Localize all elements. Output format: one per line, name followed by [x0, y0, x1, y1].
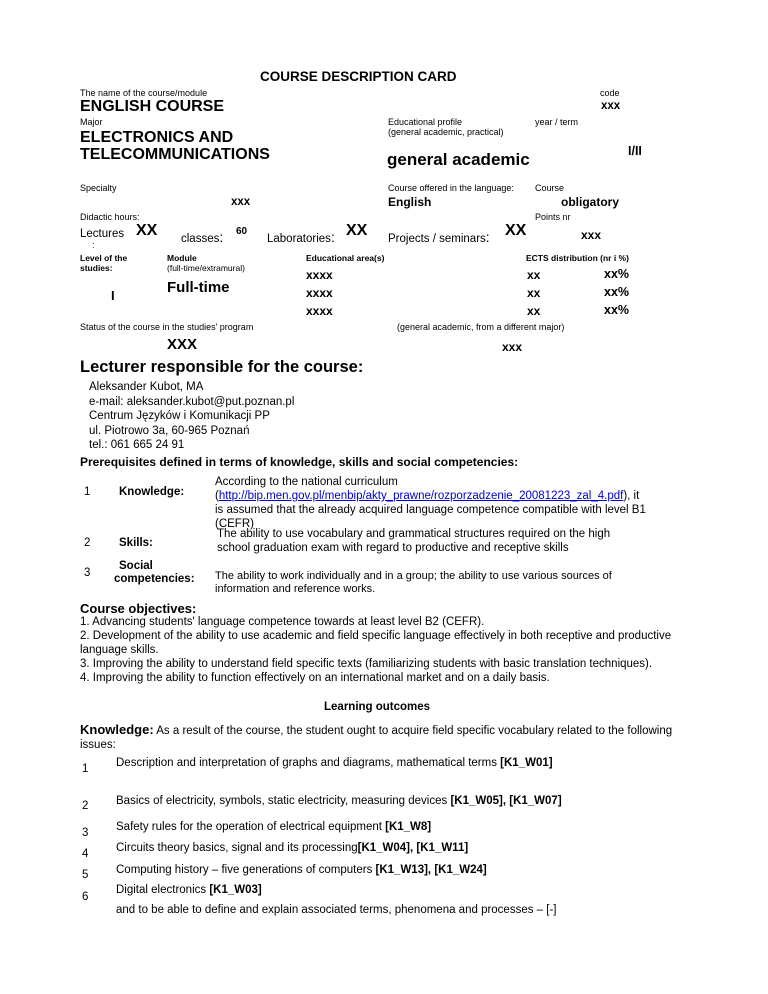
- classes-value: 60: [236, 226, 248, 237]
- outcome-item-1: [116, 757, 553, 769]
- objectives-heading: Course objectives:: [80, 601, 197, 616]
- code-value: xxx: [601, 100, 621, 112]
- laboratories-label-text: Laboratories: [267, 233, 331, 245]
- major-value-1: ELECTRONICS AND: [80, 129, 234, 146]
- prereq-knowledge-after-link: ), it: [623, 490, 640, 502]
- outcome-num-4: 4: [82, 848, 89, 860]
- course-name-label: The name of the course/module: [80, 88, 208, 98]
- edu-profile-label-2: (general academic, practical): [388, 127, 504, 137]
- objective-2: 2. Development of the ability to use academic and field specific language effectively in both receptive and productive language skills.: [80, 630, 672, 656]
- language-value: English: [388, 195, 432, 209]
- module-label-1: Module: [167, 253, 197, 263]
- outcome-item-6: [116, 884, 262, 896]
- prereq-text-skills: The ability to use vocabulary and grammatical structures required on the high school graduation exam with regard to productive and receptive skills: [217, 528, 611, 554]
- prereq-label-social-2: competencies:: [114, 573, 195, 585]
- outcome-code-5: [K1_W13], [K1_W24]: [375, 864, 487, 876]
- level-label-1: Level of the: [80, 253, 128, 263]
- outcomes-heading: Learning outcomes: [324, 701, 431, 713]
- prerequisites-heading: Prerequisites defined in terms of knowledge, skills and social competencies:: [80, 455, 519, 469]
- objectives-list: [80, 615, 680, 685]
- outcome-num-3: 3: [82, 827, 89, 839]
- outcome-text-6: Digital electronics: [116, 884, 210, 896]
- code-label: code: [600, 88, 620, 98]
- prereq-label-social-1: Social: [119, 560, 153, 572]
- outcome-text-5: Computing history – five generations of computers: [116, 864, 376, 876]
- points-value: xxx: [581, 228, 602, 242]
- lecturer-email[interactable]: aleksander.kubot@put.poznan.pl: [126, 395, 295, 408]
- edu-profile-label-1: Educational profile: [388, 117, 463, 127]
- ects-pct-1: xx%: [604, 267, 630, 281]
- level-value: I: [111, 288, 115, 303]
- outcome-text-1: Description and interpretation of graphs and diagrams, mathematical terms: [116, 757, 501, 769]
- course-language-label: Course offered in the language:: [388, 183, 514, 193]
- page-title: COURSE DESCRIPTION CARD: [260, 69, 457, 84]
- status-label: Status of the course in the studies' program: [80, 322, 254, 332]
- prereq-text-knowledge: According to the national curriculum (http://bip.men.gov.pl/menbip/akty_prawne/rozporzadzenie_20081223_zal_4.pdf), it is assumed that the already acquired language competence compatible with level B1 (CEFR): [215, 476, 646, 530]
- projects-colon: :: [485, 229, 490, 245]
- outcome-num-1: 1: [82, 763, 89, 775]
- ects-value-2: xx: [527, 286, 541, 300]
- major-label: Major: [80, 117, 103, 127]
- module-value: Full-time: [167, 279, 230, 296]
- projects-value: XX: [505, 222, 527, 239]
- lecturer-address: ul. Piotrowo 3a, 60-965 Poznań: [89, 424, 250, 437]
- level-label-2: studies:: [80, 263, 113, 273]
- year-term-label: year / term: [535, 117, 579, 127]
- ects-value-1: xx: [527, 268, 541, 282]
- outcome-text-2: Basics of electricity, symbols, static electricity, measuring devices: [116, 795, 451, 807]
- lectures-colon: :: [92, 240, 95, 250]
- area-value-2: xxxx: [306, 286, 333, 300]
- lectures-label: Lectures: [80, 228, 125, 240]
- prereq-num-2: 2: [84, 537, 91, 549]
- specialty-value: xxx: [231, 196, 251, 208]
- course-name-value: ENGLISH COURSE: [80, 98, 225, 115]
- lecturer-institution: Centrum Języków i Komunikacji PP: [89, 410, 270, 422]
- course-value: obligatory: [561, 195, 620, 209]
- general-diff-value: xxx: [502, 340, 523, 354]
- lecturer-email-label: e-mail:: [89, 395, 127, 408]
- outcomes-knowledge-label: Knowledge:: [80, 722, 154, 737]
- points-nr-label: Points nr: [535, 212, 571, 222]
- area-value-1: xxxx: [306, 268, 333, 282]
- prereq-knowledge-rest: is assumed that the already acquired language competence compatible with level B1 (CEFR): [215, 504, 646, 530]
- objective-3: 3. Improving the ability to understand field specific texts (familiarizing students with basic translation techniques).: [80, 658, 653, 670]
- didactic-hours-label: Didactic hours:: [80, 212, 140, 222]
- outcome-code-3: [K1_W8]: [385, 821, 432, 833]
- year-term-value: I/II: [628, 144, 642, 158]
- outcome-code-4: [K1_W04], [K1_W11]: [357, 842, 469, 854]
- lecturer-tel: tel.: 061 665 24 91: [89, 439, 185, 451]
- edu-profile-value: general academic: [387, 150, 530, 169]
- prereq-label-skills: Skills:: [119, 537, 153, 549]
- ects-pct-3: xx%: [604, 303, 630, 317]
- outcome-num-5: 5: [82, 869, 89, 881]
- laboratories-label: [267, 229, 335, 245]
- status-value: XXX: [167, 336, 198, 353]
- outcome-code-2: [K1_W05], [K1_W07]: [450, 795, 562, 807]
- prereq-label-knowledge: Knowledge:: [119, 486, 185, 498]
- projects-label: [388, 229, 490, 245]
- outcome-item-5: [116, 864, 487, 876]
- lecturer-info: [89, 380, 294, 453]
- curriculum-link[interactable]: http://bip.men.gov.pl/menbip/akty_prawne/rozporzadzenie_20081223_zal_4.pdf: [218, 490, 624, 502]
- outcome-code-6: [K1_W03]: [209, 884, 262, 896]
- specialty-label: Specialty: [80, 183, 117, 193]
- outcomes-knowledge-intro: [80, 723, 680, 752]
- lecturer-heading: Lecturer responsible for the course:: [80, 358, 364, 376]
- course-label: Course: [535, 183, 565, 193]
- major-value-2: TELECOMMUNICATIONS: [80, 146, 270, 163]
- laboratories-colon: :: [330, 229, 335, 245]
- outcomes-footer: and to be able to define and explain associated terms, phenomena and processes – [-]: [116, 904, 557, 916]
- projects-label-text: Projects / seminars: [388, 233, 486, 245]
- outcome-num-6: 6: [82, 891, 89, 903]
- outcome-item-4: [116, 842, 468, 854]
- outcomes-knowledge-text: As a result of the course, the student ought to acquire field specific vocabulary related to the following issues:: [80, 725, 673, 751]
- classes-colon: :: [219, 229, 224, 245]
- outcome-item-2: [116, 795, 562, 807]
- classes-label: [181, 229, 223, 245]
- outcome-num-2: 2: [82, 800, 89, 812]
- objective-1: 1. Advancing students' language competence towards at least level B2 (CEFR).: [80, 616, 485, 628]
- edu-areas-label: Educational area(s): [306, 253, 385, 263]
- general-diff-label: (general academic, from a different major): [397, 322, 565, 332]
- area-value-3: xxxx: [306, 304, 333, 318]
- outcome-code-1: [K1_W01]: [500, 757, 553, 769]
- classes-label-text: classes: [181, 233, 220, 245]
- lectures-value: XX: [136, 222, 158, 239]
- objective-4: 4. Improving the ability to function effectively on an international market and on a daily basis.: [80, 672, 550, 684]
- outcome-text-4: Circuits theory basics, signal and its processing: [116, 842, 358, 854]
- prereq-knowledge-line1: According to the national curriculum: [215, 476, 398, 488]
- lecturer-email-line: [89, 395, 294, 410]
- ects-value-3: xx: [527, 304, 541, 318]
- prereq-num-3: 3: [84, 567, 91, 579]
- prereq-text-social: The ability to work individually and in a group; the ability to use various sources of information and reference works.: [215, 570, 612, 595]
- laboratories-value: XX: [346, 222, 368, 239]
- outcome-item-3: [116, 821, 431, 833]
- ects-label: ECTS distribution (nr i %): [526, 253, 629, 263]
- ects-pct-2: xx%: [604, 285, 630, 299]
- lecturer-name: Aleksander Kubot, MA: [89, 381, 204, 393]
- module-label-2: (full-time/extramural): [167, 263, 245, 273]
- outcome-text-3: Safety rules for the operation of electrical equipment: [116, 821, 386, 833]
- prereq-num-1: 1: [84, 486, 91, 498]
